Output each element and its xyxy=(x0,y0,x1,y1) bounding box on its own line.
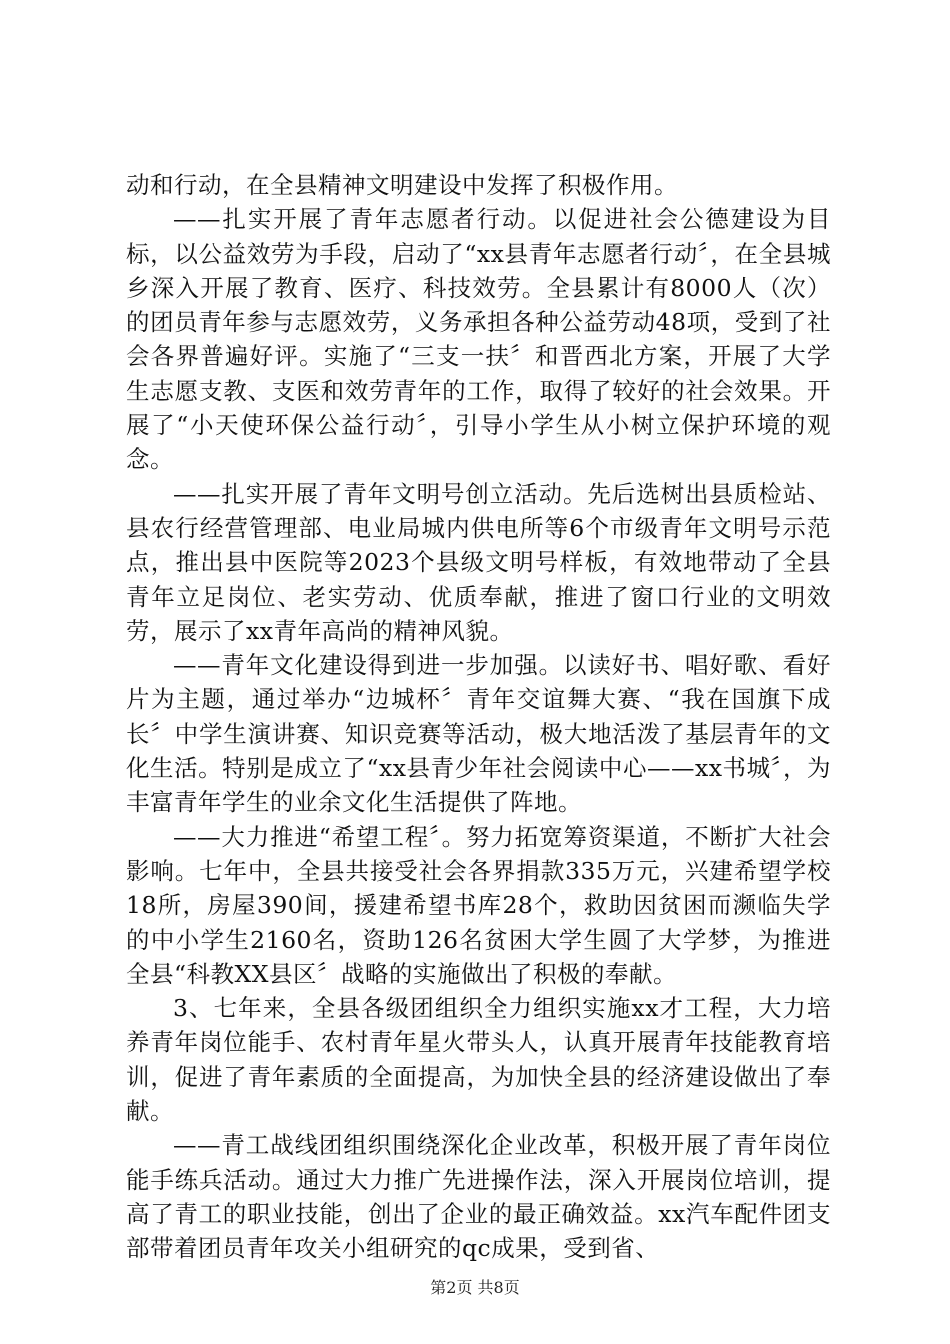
paragraph-continuation: 动和行动，在全县精神文明建设中发挥了积极作用。 xyxy=(126,171,678,199)
document-body xyxy=(126,168,831,1266)
paragraph-civilization-post: ——扎实开展了青年文明号创立活动。先后选树出县质检站、县农行经营管理部、电业局城内供电所等6个市级青年文明号示范点，推出县中医院等2023个县级文明号样板，有效地带动了全县青年立足岗位、老实劳动、优质奉献，推进了窗口行业的文明效劳，展示了xx青年高尚的精神风貌。 xyxy=(126,479,831,645)
paragraph-youth-culture: ——青年文化建设得到进一步加强。以读好书、唱好歌、看好片为主题，通过举办“边城杯〞青年交谊舞大赛、“我在国旗下成长〞中学生演讲赛、知识竞赛等活动，极大地活泼了基层青年的文化生活。特别是成立了“xx县青少年社会阅读中心——xx书城〞，为丰富青年学生的业余文化生活提供了阵地。 xyxy=(126,651,831,817)
paragraph-young-workers: ——青工战线团组织围绕深化企业改革，积极开展了青年岗位能手练兵活动。通过大力推广先进操作法，深入开展岗位培训，提高了青工的职业技能，创出了企业的最正确效益。xx汽车配件团支部带着团员青年攻关小组研究的qc成果，受到省、 xyxy=(126,1131,831,1263)
paragraph-hope-project: ——大力推进“希望工程〞。努力拓宽筹资渠道，不断扩大社会影响。七年中，全县共接受社会各界捐款335万元，兴建希望学校18所，房屋390间，援建希望书库28个，救助因贫困而濒临失学的中小学生2160名，资助126名贫困大学生圆了大学梦，为推进全县“科教XX县区〞战略的实施做出了积极的奉献。 xyxy=(126,822,831,988)
paragraph-volunteer-action: ——扎实开展了青年志愿者行动。以促进社会公德建设为目标，以公益效劳为手段，启动了“xx县青年志愿者行动〞，在全县城乡深入开展了教育、医疗、科技效劳。全县累计有8000人（次）的团员青年参与志愿效劳，义务承担各种公益劳动48项，受到了社会各界普遍好评。实施了“三支一扶〞和晋西北方案，开展了大学生志愿支教、支医和效劳青年的工作，取得了较好的社会效果。开展了“小天使环保公益行动〞，引导小学生从小树立保护环境的观念。 xyxy=(126,205,831,474)
page-number-footer: 第2页 共8页 xyxy=(430,1278,520,1297)
paragraph-talent-project: 3、七年来，全县各级团组织全力组织实施xx才工程，大力培养青年岗位能手、农村青年星火带头人，认真开展青年技能教育培训，促进了青年素质的全面提高，为加快全县的经济建设做出了奉献。 xyxy=(126,994,831,1126)
